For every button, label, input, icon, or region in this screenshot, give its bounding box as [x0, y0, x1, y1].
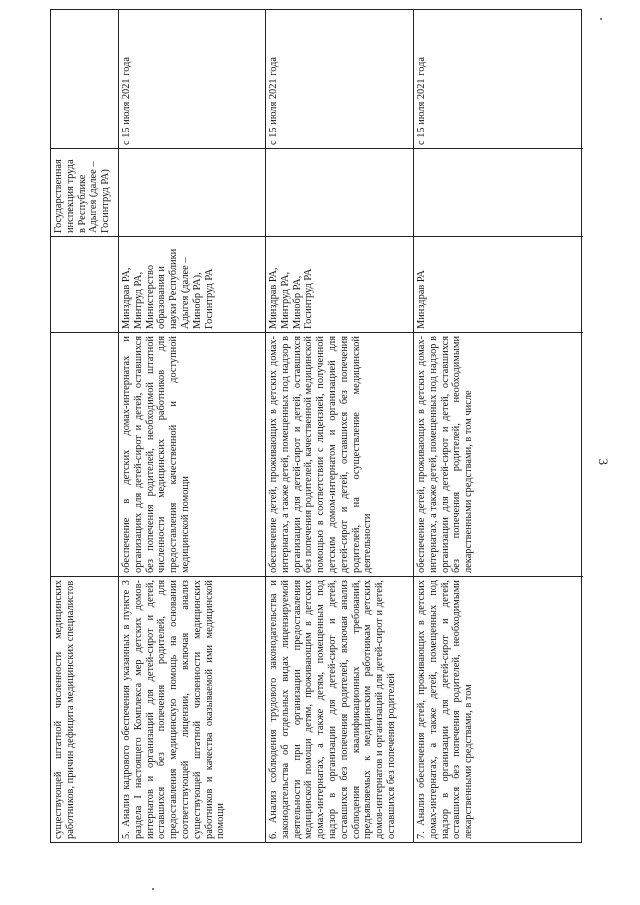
- deadline-cell: с 15 июля 2021 года: [119, 8, 265, 149]
- content-cell: обеспечение детей, проживающих в детских домах-интернатах, а также детей, помещенных под надзор в организации для детей-сирот и детей, оставшихся без попечения родителей, качественной медицинской помощью в соответствии с лицензией, полученной детским домом-интернатом и организацией для детей-сирот и детей, оставшихся без попечения родителей, на осуществление медицинской деятельности: [266, 333, 413, 577]
- table-row: [413, 10, 583, 842]
- responsible-cell: [119, 149, 265, 237]
- executors-cell: [51, 237, 118, 333]
- measure-cell: существующей штатной численности медицинских работников, причин дефицита медицинских специалистов: [53, 580, 76, 839]
- deadline-cell: с 15 июля 2021 года: [266, 8, 413, 149]
- table-row: [118, 10, 265, 842]
- deadline-cell: с 15 июля 2021 года: [414, 8, 583, 149]
- responsible-cell: Государственная инспекция труда в Республике Адыгея (далее – Госинтруд РА): [51, 149, 118, 237]
- measure-cell: 6. Анализ соблюдения трудового законодательства и законодательства об отдельных видах лицензируемой деятельности при организации предоставления медицинской помощи детям, проживающим в детских домах-интернатах, а также детям, помещенным под надзор в организации для детей-сирот и детей, оставшихся без попечения родителей, включая анализ соблюдения квалификационных требований, предъявляемых к медицинским работникам детских домов-интернатов и организаций для детей-сирот и детей, оставшихся без попечения родителей: [268, 580, 397, 839]
- scan-speck: [152, 888, 154, 890]
- executors-cell: Минздрав РА, Минтруд РА, Министерство образования и науки Республики Адыгея (далее – Минобр РА), Госинтруд РА: [119, 237, 265, 333]
- responsible-cell: [414, 149, 583, 237]
- measures-table: [50, 9, 582, 843]
- table-row: [265, 10, 413, 842]
- scan-speck: [600, 18, 602, 20]
- content-cell: [51, 333, 118, 577]
- table-row: [51, 10, 118, 842]
- measure-cell: 7. Анализ обеспечения детей, проживающих в детских домах-интернатах, а также детей, помещенных под надзор в организации для детей-сирот и детей, оставшихся без попечения родителей, необходимыми лекарственными средствами, в том: [416, 580, 475, 839]
- content-cell: обеспечение в детских домах-интернатах и организациях для детей-сирот и детей, оставшихся без попечения родителей, необходимой штатной численности медицинских работников для предоставления качественной и доступной медицинской помощи: [119, 333, 265, 577]
- responsible-cell: [266, 149, 413, 237]
- measure-cell: 5. Анализ кадрового обеспечения указанных в пункте 3 раздела I настоящего Комплекса мер детских домов-интернатов и организаций для детей-сирот и детей, оставшихся без попечения родителей, для предоставления медицинскую помощь на основании соответствующей лицензии, включая анализ существующей штатной численности медицинских работников и качества оказываемой ими медицинской помощи: [121, 580, 227, 839]
- executors-cell: Минздрав РА: [414, 237, 583, 333]
- deadline-cell: [51, 8, 118, 149]
- page-number: 3: [596, 458, 611, 465]
- content-cell: обеспечение детей, проживающих в детских домах-интернатах, а также детей, помещенных под надзор в организации для детей-сирот и детей, оставшихся без попечения родителей, необходимыми лекарственными средствами, в том числе: [414, 333, 583, 577]
- executors-cell: Минздрав РА, Минтруд РА, Минобр РА, Госинтруд РА: [266, 237, 413, 333]
